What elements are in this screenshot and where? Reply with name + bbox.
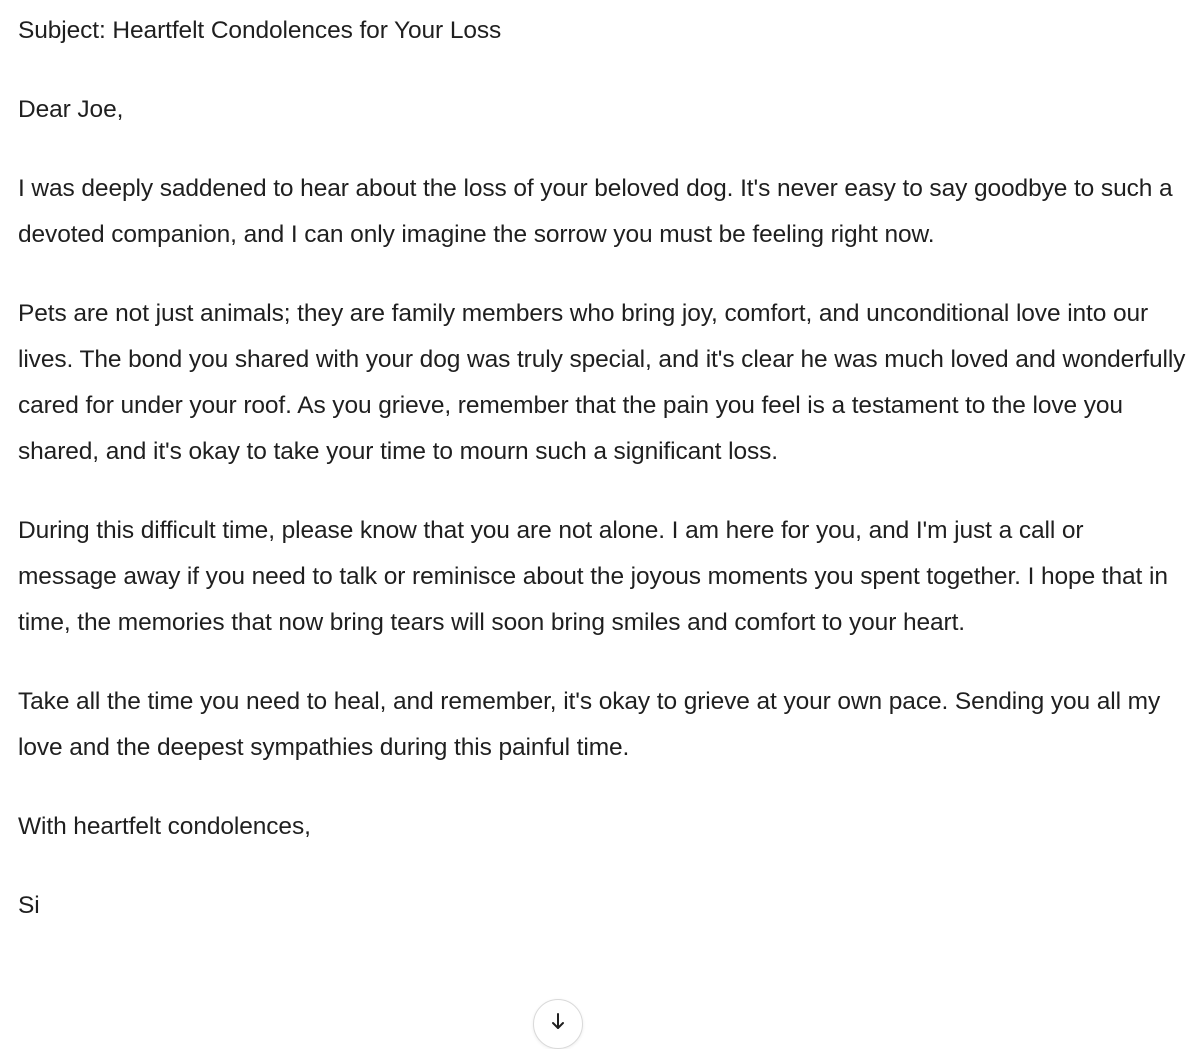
email-signature: Si bbox=[18, 892, 40, 919]
email-greeting: Dear Joe, bbox=[18, 96, 124, 123]
message-body bbox=[18, 8, 1188, 962]
email-closing: With heartfelt condolences, bbox=[18, 813, 311, 840]
arrow-down-icon bbox=[551, 1012, 565, 1032]
email-paragraph: I was deeply saddened to hear about the loss of your beloved dog. It's never easy to say goodbye to such a devoted companion, and I can only imagine the sorrow you must be feeling right now. bbox=[18, 175, 1173, 248]
email-paragraph: During this difficult time, please know that you are not alone. I am here for you, and I'm just a call or message away if you need to talk or reminisce about the joyous moments you spent together. I hope that in time, the memories that now bring tears will soon bring smiles and comfort to your heart. bbox=[18, 517, 1168, 636]
email-subject: Subject: Heartfelt Condolences for Your Loss bbox=[18, 17, 502, 44]
email-paragraph: Pets are not just animals; they are family members who bring joy, comfort, and unconditional love into our lives. The bond you shared with your dog was truly special, and it's clear he was much loved and wonderfully cared for under your roof. As you grieve, remember that the pain you feel is a testament to the love you shared, and it's okay to take your time to mourn such a significant loss. bbox=[18, 300, 1186, 465]
scroll-down-button[interactable] bbox=[533, 999, 583, 1049]
email-paragraph: Take all the time you need to heal, and remember, it's okay to grieve at your own pace. Sending you all my love and the deepest sympathies during this painful time. bbox=[18, 688, 1161, 761]
